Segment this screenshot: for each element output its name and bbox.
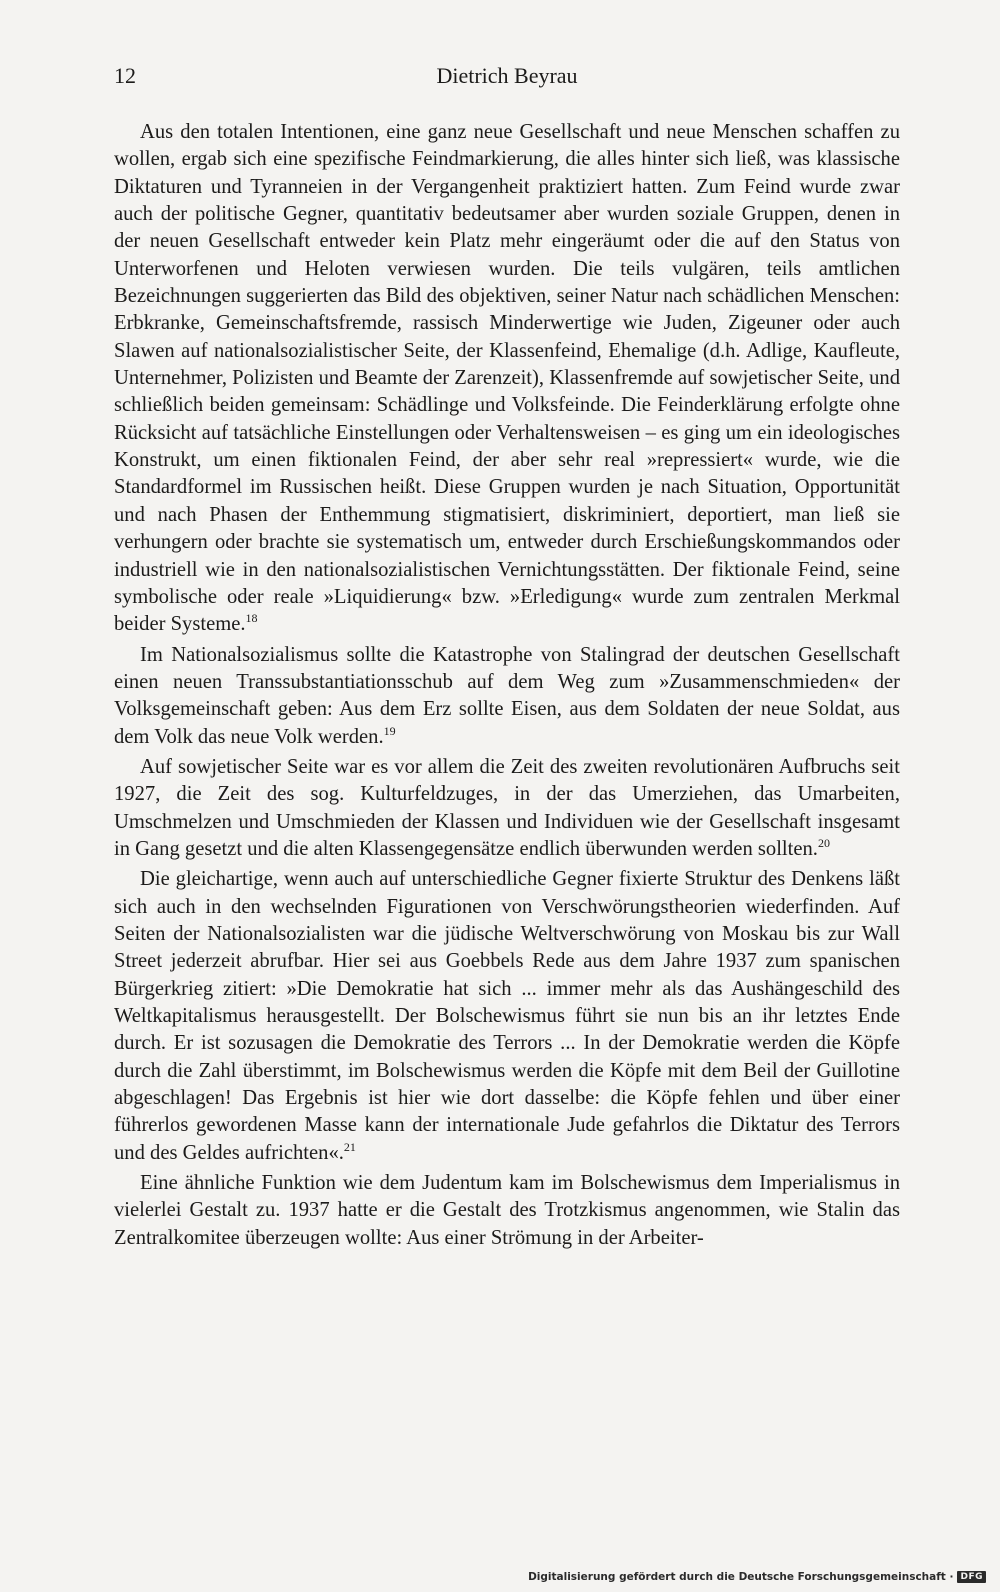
paragraph: [114, 1170, 900, 1252]
credit-text: Digitalisierung gefördert durch die Deutsche Forschungsgemeinschaft ·: [528, 1571, 954, 1583]
paragraph: [114, 866, 900, 1167]
paragraph-text: Eine ähnliche Funktion wie dem Judentum kam im Bolschewismus dem Imperialismus in vielerlei Gestalt zu. 1937 hatte er die Gestalt des Trotzkismus angenommen, wie Stalin das Zentralkomitee überzeugen wollte: Aus einer Strömung in der Arbeiter-: [114, 1172, 900, 1249]
footnote-marker: 21: [343, 1139, 356, 1154]
body-text: [114, 119, 900, 1255]
paragraph-text: Die gleichartige, wenn auch auf unterschiedliche Gegner fixierte Struktur des Denkens läßt sich auch in den wechselnden Figurationen von Verschwörungstheorien wiederfinden. Auf Seiten der Nationalsozialisten war die jüdische Weltverschwörung von Moskau bis zur Wall Street jederzeit abrufbar. Hier sei aus Goebbels Rede aus dem Jahre 1937 zum spanischen Bürgerkrieg zitiert: »Die Demokratie hat sich ... immer mehr als das Aushängeschild des Weltkapitalismus herausgestellt. Der Bolschewismus führt sie nun bis an ihr letztes Ende durch. Er ist sozusagen die Demokratie des Terrors ... In der Demokratie werden die Köpfe durch die Zahl überstimmt, im Bolschewismus werden die Köpfe mit dem Beil der Guillotine abgeschlagen! Das Ergebnis ist hier wie dort dasselbe: die Köpfe fehlen und über einer führerlos gewordenen Masse kann der internationale Jude gefahrlos die Diktatur des Terrors und des Geldes aufrichten«.: [114, 868, 900, 1164]
dfg-logo: DFG: [957, 1571, 986, 1583]
footnote-marker: 18: [245, 611, 258, 626]
digitization-credit: [528, 1568, 986, 1586]
running-title: Dietrich Beyrau: [436, 63, 578, 88]
footnote-marker: 19: [383, 723, 396, 738]
paragraph: [114, 642, 900, 751]
paragraph-text: Auf sowjetischer Seite war es vor allem die Zeit des zweiten revolutionären Aufbruchs seit 1927, die Zeit des sog. Kulturfeldzuges, in der das Umerziehen, das Umarbeiten, Umschmelzen und Umschmieden der Klassen und Individuen wie der Gesellschaft insgesamt in Gang gesetzt und die alten Klassengegensätze endlich überwunden werden sollten.: [114, 755, 900, 860]
paragraph: [114, 119, 900, 639]
paragraph-text: Aus den totalen Intentionen, eine ganz neue Gesellschaft und neue Menschen schaffen zu wollen, ergab sich eine spezifische Feindmarkierung, die alles hinter sich ließ, was klassische Diktaturen und Tyranneien in der Vergangenheit praktiziert hatten. Zum Feind wurde zwar auch der politische Gegner, quantitativ bedeutsamer aber wurden soziale Gruppen, denen in der neuen Gesellschaft entweder kein Platz mehr eingeräumt oder die auf den Status von Unterworfenen und Heloten verwiesen wurden. Die teils vulgären, teils amtlichen Bezeichnungen suggerierten das Bild des objektiven, seiner Natur nach schädlichen Menschen: Erbkranke, Gemeinschaftsfremde, rassisch Minderwertige wie Juden, Zigeuner oder auch Slawen auf nationalsozialistischer Seite, der Klassenfeind, Ehemalige (d.h. Adlige, Kaufleute, Unternehmer, Polizisten und Beamte der Zarenzeit), Klassenfremde auf sowjetischer Seite, und schließlich beiden gemeinsam: Schädlinge und Volksfeinde. Die Feinderklärung erfolgte ohne Rücksicht auf tatsächliche Einstellungen oder Verhaltensweisen – es ging um ein ideologisches Konstrukt, um einen fiktionalen Feind, der aber sehr real »repressiert« wurde, wie die Standardformel im Russischen heißt. Diese Gruppen wurden je nach Situation, Opportunität und nach Phasen der Enthemmung stigmatisiert, diskriminiert, deportiert, man ließ sie verhungern oder brachte sie systematisch um, entweder durch Erschießungskommandos oder industriell wie in den nationalsozialistischen Vernichtungsstätten. Der fiktionale Feind, seine symbolische oder reale »Liquidierung« bzw. »Erledigung« wurde zum zentralen Merkmal beider Systeme.: [114, 121, 900, 636]
footnote-marker: 20: [817, 836, 830, 851]
page-number: 12: [114, 63, 136, 88]
running-head: [114, 60, 900, 92]
paragraph-text: Im Nationalsozialismus sollte die Katastrophe von Stalingrad der deutschen Gesellschaft einen neuen Transsubstantiationsschub auf dem Weg zum »Zusammenschmieden« der Volksgemeinschaft geben: Aus dem Erz sollte Eisen, aus dem Soldaten der neue Soldat, aus dem Volk das neue Volk werden.: [114, 643, 900, 748]
paragraph: [114, 754, 900, 863]
